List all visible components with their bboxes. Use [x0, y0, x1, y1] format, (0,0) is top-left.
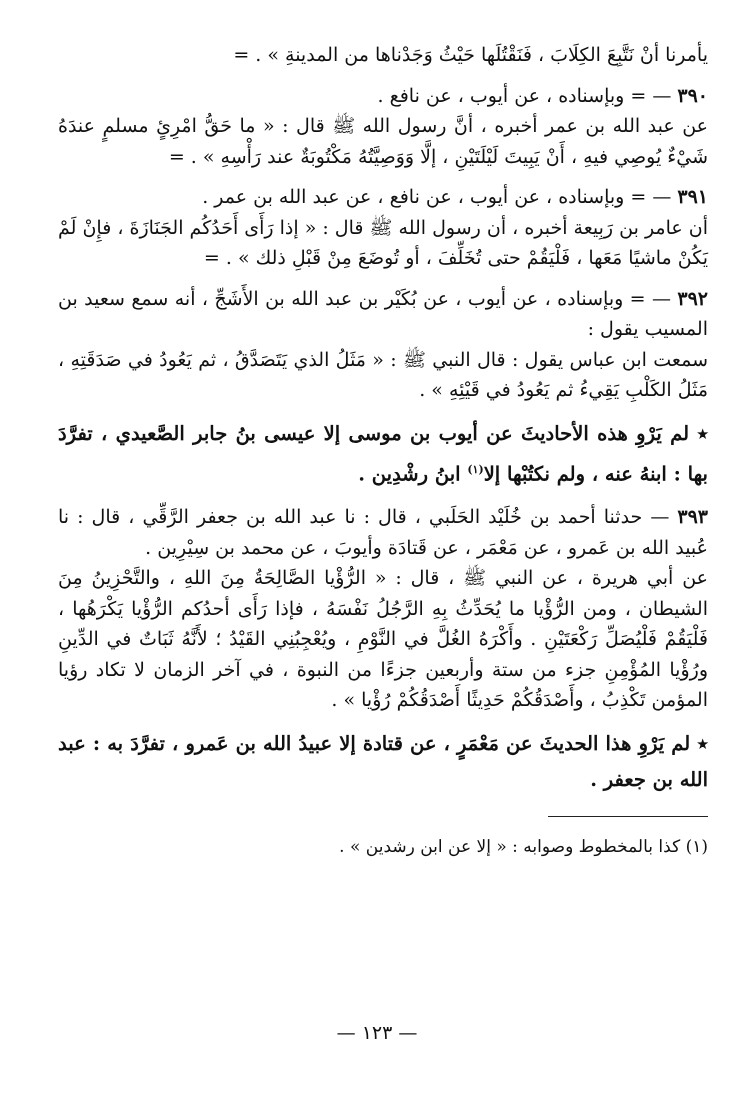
hadith-text: سمعت ابن عباس يقول : قال النبي ﷺ : « مَثَلُ الذي يَتَصَدَّقُ ، ثم يَعُودُ في صَدَقَتِهِ ، مَثَلُ الكَلْبِ يَقِيءُ ثم يَعُودُ في قَيْئِهِ » . [58, 348, 708, 401]
hadith-isnad: — = وبإسناده ، عن أيوب ، عن نافع ، عن عبد الله بن عمر . [202, 186, 678, 208]
hadith-390 [58, 81, 708, 173]
footnote-ref[interactable]: (١) [467, 462, 484, 476]
star-icon: ٭ [697, 421, 708, 445]
hadith-isnad: — = وبإسناده ، عن أيوب ، عن نافع . [377, 84, 678, 107]
note-text: لم يَرْوِ هذا الحديثَ عن مَعْمَرٍ ، عن قتادة إلا عبيدُ الله بن عَمرو ، تفرَّدَ به : عبد الله بن جعفر . [58, 731, 708, 791]
note-text: لم يَرْوِ هذه الأحاديثَ عن أيوب بن موسى إلا عيسى بنُ جابر الصَّعيدي ، تفرَّدَ بها : ابنهُ عنه ، ولم نكتُبْها إلا [58, 421, 708, 485]
hadith-393 [58, 502, 708, 716]
hadith-number: ٣٩٣ [677, 506, 708, 528]
continued-text: يأمرنا أنْ نَتَّبِعَ الكِلَابَ ، فَنَقْتُلَها حَيْثُ وَجَدْناها من المدينةِ » . = [233, 44, 708, 66]
hadith-number: ٣٩١ [677, 186, 708, 208]
hadith-text: عن أبي هريرة ، عن النبي ﷺ ، قال : « الرُّؤْيا الصَّالِحَةُ مِنَ اللهِ ، والتَّحْزِينُ مِنَ الشيطان ، ومن الرُّؤْيا ما يُحَدِّثُ بِهِ الرَّجُلُ نَفْسَهُ ، فإذا رَأَى أحدُكم الرُّؤْيا يَكْرَهُها ، فَلْيَقُمْ فَلْيُصَلِّ رَكْعَتَيْنِ . وأَكْرَهُ الغُلَّ في النَّوْمِ ، ويُعْجِبُنِي القَيْدُ ؛ لأَنَّهُ ثَبَاتٌ في الدِّينِ ورُؤْيا المُؤْمِنِ جزء من ستة وأربعين جزءًا من النبوة ، في آخر الزمان لا تكاد رؤيا المؤمن تَكْذِبُ ، وأَصْدَقُكُمْ حَدِيثًا أَصْدَقُكُمْ رُؤْيا » . [58, 567, 708, 711]
editor-note-1 [58, 416, 708, 493]
hadith-number: ٣٩٢ [677, 287, 709, 310]
hadith-text: عن عبد الله بن عمر أخبره ، أنَّ رسول الله ﷺ قال : « ما حَقُّ امْرِئٍ مسلمٍ عندَهُ شَيْءٌ يُوصِي فيهِ ، أَنْ يَبِيتَ لَيْلَتَيْنِ ، إلَّا وَوَصِيَّتُهُ مَكْتُوبَةٌ عند رَأْسِهِ » . = [58, 115, 708, 168]
note-text-end: ابنُ رشْدِين . [358, 462, 468, 485]
hadith-text: أن عامر بن رَبِيعة أخبره ، أن رسول الله ﷺ قال : « إذا رَأَى أَحَدُكُم الجَنَازَةَ ، فإِنْ لَمْ يَكُنْ ماشيًا مَعَها ، فَلْيَقُمْ حتى تُخَلِّفَ ، أو تُوضَعَ مِنْ قَبْلِ ذلك » . = [58, 216, 708, 269]
hadith-isnad: — = وبإسناده ، عن أيوب ، عن بُكَيْر بن عبد الله بن الأَشَجِّ ، أنه سمع سعيد بن المسيب يقول : [58, 287, 708, 340]
page-number: — ١٢٣ — [336, 1022, 418, 1044]
hadith-number: ٣٩٠ [677, 84, 708, 107]
hadith-391 [58, 182, 708, 274]
footnote: (١) كذا بالمخطوط وصوابه : « إلا عن ابن رشدين » . [339, 836, 708, 857]
footnote-divider [548, 816, 708, 817]
star-icon: ٭ [697, 731, 708, 755]
hadith-isnad: — حدثنا أحمد بن خُلَيْد الحَلَبي ، قال : نا عبد الله بن جعفر الرَّقِّي ، قال : نا عُبيد الله بن عَمرو ، عن مَعْمَر ، عن قَتادَة وأيوبَ ، عن محمد بن سِيْرِين . [58, 506, 708, 559]
page-body [58, 40, 708, 877]
hadith-392 [58, 284, 708, 406]
editor-note-2 [58, 726, 708, 798]
